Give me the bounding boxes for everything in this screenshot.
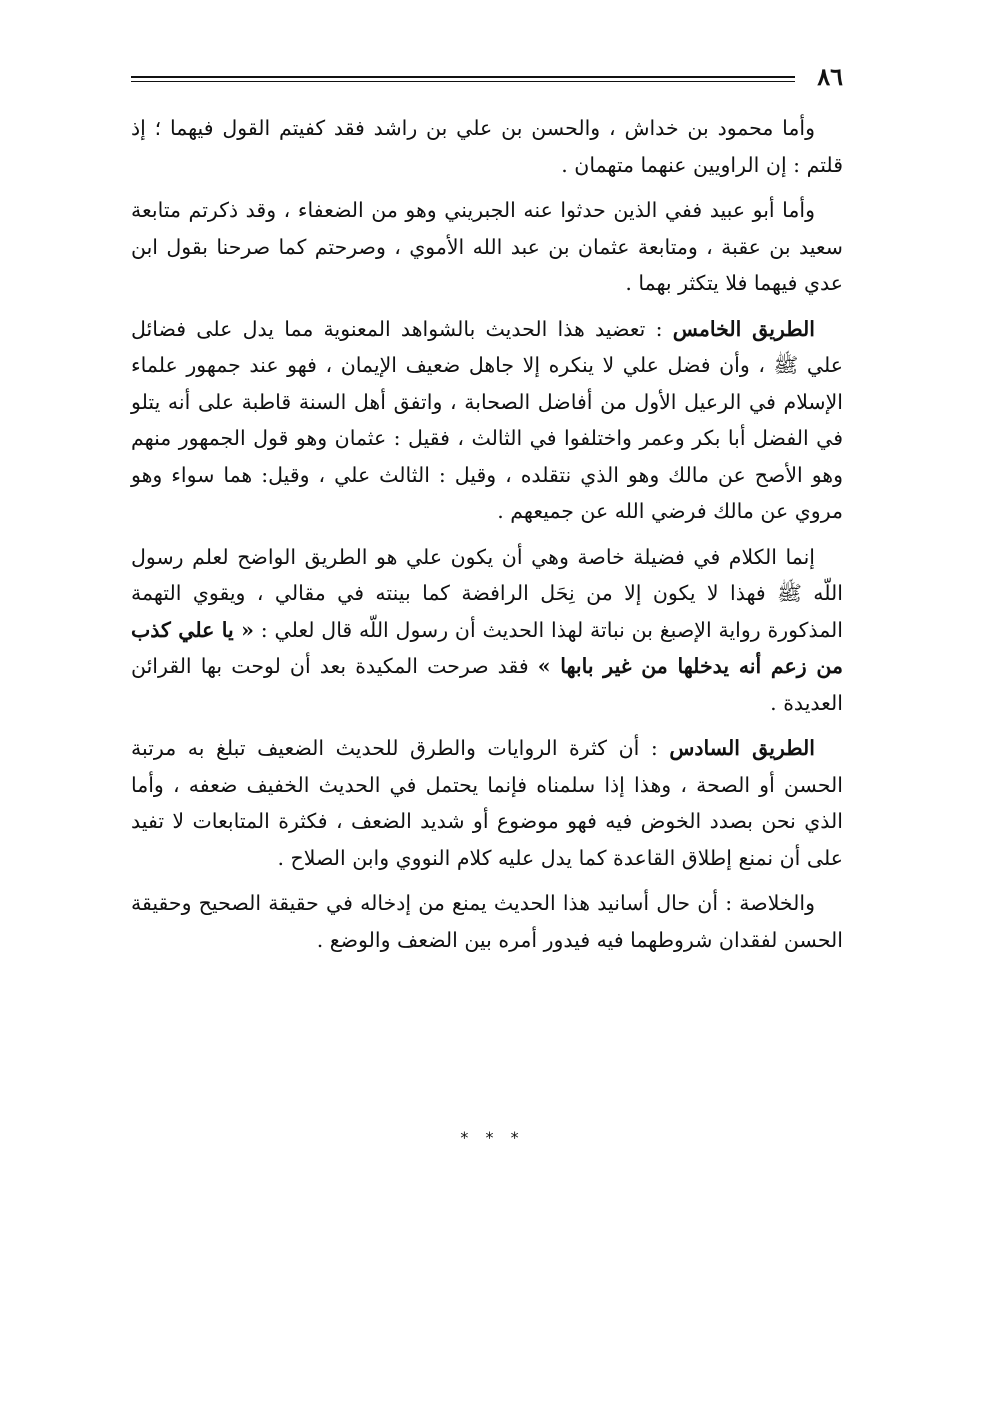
paragraph — [131, 311, 843, 530]
header-rule — [131, 76, 795, 78]
paragraph — [131, 192, 843, 302]
paragraph-text: : تعضيد هذا الحديث بالشواهد المعنوية مما يدل على فضائل علي ﷺ ، وأن فضل علي لا ينكره إلا جاهل ضعيف الإيمان ، فهو عند جمهور علماء الإسلام في الرعيل الأول من أفاضل الصحابة ، واتفق أهل السنة قاطبة على أنه يتلو في الفضل أبا بكر وعمر واختلفوا في الثالث ، فقيل : عثمان وهو قول الجمهور منهم وهو الأصح عن مالك وهو الذي نتقلده ، وقيل : الثالث علي ، وقيل: هما سواء وهو مروي عن مالك فرضي الله عن جميعهم . — [131, 316, 843, 523]
paragraph-text: والخلاصة : أن حال أسانيد هذا الحديث يمنع من إدخاله في حقيقة الصحيح وحقيقة الحسن لفقدان شروطهما فيه فيدور أمره بين الضعف والوضع . — [131, 891, 843, 952]
paragraph — [131, 730, 843, 876]
paragraph — [131, 110, 843, 183]
paragraph — [131, 885, 843, 958]
section-label: الطريق الخامس — [672, 316, 815, 341]
paragraph-text: فقد صرحت المكيدة بعد أن لوحت بها القرائن العديدة . — [131, 654, 843, 715]
paragraph-text: وأما محمود بن خداش ، والحسن بن علي بن راشد فقد كفيتم القول فيهما ؛ إذ قلتم : إن الراويين عنهما متهمان . — [131, 116, 843, 177]
paragraph — [131, 539, 843, 722]
paragraph-text: : أن كثرة الروايات والطرق للحديث الضعيف تبلغ به مرتبة الحسن أو الصحة ، وهذا إذا سلمناه فإنما يحتمل في الحديث الخفيف ضعفه ، وأما الذي نحن بصدد الخوض فيه فهو موضوع أو شديد الضعف ، فكثرة المتابعات لا تفيد على أن نمنع إطلاق القاعدة كما يدل عليه كلام النووي وابن الصلاح . — [131, 736, 843, 870]
header-rule-thin — [131, 81, 795, 82]
page-header — [131, 62, 843, 96]
section-label: الطريق السادس — [669, 736, 815, 760]
page-body — [131, 110, 843, 967]
paragraph-text: وأما أبو عبيد ففي الذين حدثوا عنه الجبريني وهو من الضعفاء ، وقد ذكرتم متابعة سعيد بن عقبة ، ومتابعة عثمان بن عبد الله الأموي ، وصرحتم كما صرحنا بقول ابن عدي فيهما فلا يتكثر بهما . — [131, 198, 843, 295]
paragraph-text: إنما الكلام في فضيلة خاصة وهي أن يكون علي هو الطريق الواضح لعلم رسول اللّه ﷺ فهذا لا يكون إلا من نِحَل الرافضة كما بينته في مقالي ، ويقوي التهمة المذكورة رواية الإصبغ بن نباتة لهذا الحديث أن رسول اللّه قال لعلي : — [131, 544, 843, 642]
hadith-quote: « يا علي كذب من زعم أنه يدخلها من غير بابها » — [131, 617, 843, 678]
section-separator: * * * — [460, 1128, 525, 1147]
page-number: ٨٦ — [817, 62, 843, 91]
